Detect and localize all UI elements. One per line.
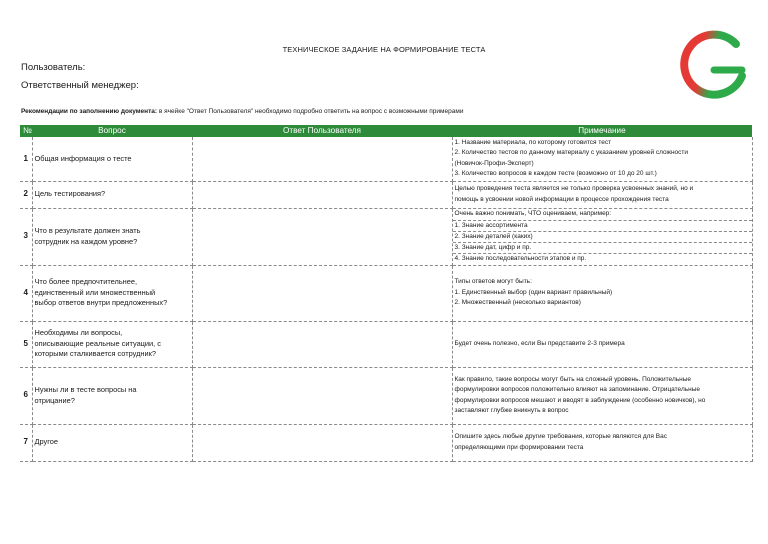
document-title: ТЕХНИЧЕСКОЕ ЗАДАНИЕ НА ФОРМИРОВАНИЕ ТЕСТА bbox=[282, 45, 486, 54]
note-line: заставляют глубже вникнуть в вопрос bbox=[454, 407, 569, 414]
answer-cell[interactable] bbox=[192, 208, 452, 265]
row-number: 4 bbox=[20, 265, 32, 321]
table-row bbox=[20, 321, 752, 367]
header-answer: Ответ Пользователя bbox=[192, 125, 452, 137]
note-cell bbox=[452, 265, 752, 321]
manager-label: Ответственный менеджер: bbox=[21, 80, 139, 91]
recommendations-text: в ячейке "Ответ Пользователя" необходимо подробно ответить на вопрос с возможными примерами bbox=[157, 108, 464, 115]
row-number: 2 bbox=[20, 181, 32, 208]
row-number: 5 bbox=[20, 321, 32, 367]
table-row bbox=[20, 424, 752, 461]
question-cell bbox=[32, 424, 192, 461]
question-line: отрицание? bbox=[34, 395, 75, 405]
note-line: 1. Название материала, по которому готовится тест bbox=[454, 138, 612, 146]
table-header-row bbox=[20, 125, 752, 137]
answer-cell[interactable] bbox=[192, 181, 452, 208]
note-line: формулировки вопросов положительно влияют на запоминание. Отрицательные bbox=[454, 386, 701, 393]
answer-cell[interactable] bbox=[192, 265, 452, 321]
company-logo bbox=[670, 30, 752, 106]
recommendations-heading: Рекомендации по заполнению документа: bbox=[21, 108, 158, 115]
row-number: 6 bbox=[20, 367, 32, 424]
note-line: формулировки вопросов мешают и вводят в заблуждение (особенно новичков), но bbox=[454, 396, 706, 404]
header-question: Вопрос bbox=[32, 125, 192, 137]
note-line: 2. Знание деталей (каких) bbox=[453, 232, 752, 243]
note-line: 2. Множественный (несколько вариантов) bbox=[454, 299, 581, 307]
requirements-table bbox=[20, 125, 753, 462]
note-cell bbox=[452, 208, 752, 265]
question-cell bbox=[32, 265, 192, 321]
question-line: Цель тестирования? bbox=[34, 189, 106, 199]
row-number: 1 bbox=[20, 137, 32, 181]
question-line: Необходимы ли вопросы, bbox=[34, 328, 123, 338]
question-cell bbox=[32, 321, 192, 367]
question-cell bbox=[32, 367, 192, 424]
question-line: Что в результате должен знать bbox=[34, 226, 141, 235]
table-row bbox=[20, 265, 752, 321]
row-number: 3 bbox=[20, 208, 32, 265]
table-row bbox=[20, 208, 752, 265]
note-line: 4. Знание последовательности этапов и пр. bbox=[454, 255, 587, 262]
note-cell bbox=[452, 321, 752, 367]
question-line: Другое bbox=[34, 437, 58, 447]
user-label: Пользователь: bbox=[21, 62, 86, 73]
question-cell bbox=[32, 208, 192, 265]
question-line: описывающие реальные ситуации, с bbox=[34, 338, 161, 348]
note-line: (Новичок-Профи-Эксперт) bbox=[454, 159, 534, 167]
note-line: 3. Знание дат, цифр и пр. bbox=[453, 243, 752, 254]
note-line: Целью проведения теста является не только проверка усвоенных знаний, но и bbox=[454, 185, 694, 192]
answer-cell[interactable] bbox=[192, 424, 452, 461]
question-line: выбор ответов внутри предложенных? bbox=[34, 298, 168, 308]
table-row bbox=[20, 367, 752, 424]
note-line: Типы ответов могут быть: bbox=[454, 278, 532, 286]
note-line: 2. Количество тестов по данному материалу с указанием уровней сложности bbox=[454, 149, 689, 157]
question-line: Общая информация о тесте bbox=[34, 153, 132, 163]
note-cell bbox=[452, 424, 752, 461]
note-line: определяющими при формировании теста bbox=[454, 443, 584, 451]
question-line: единственный или множественный bbox=[34, 287, 156, 297]
answer-cell[interactable] bbox=[192, 321, 452, 367]
note-line: Очень важно понимать, ЧТО оцениваем, например: bbox=[453, 209, 752, 221]
row-number: 7 bbox=[20, 424, 32, 461]
question-line: которыми сталкивается сотрудник? bbox=[34, 349, 156, 359]
note-line: 1. Единственный выбор (один вариант правильный) bbox=[454, 288, 613, 296]
note-line: помощь в усвоении новой информации в процессе прохождения теста bbox=[454, 195, 669, 203]
header-num: № bbox=[20, 125, 32, 137]
table-row bbox=[20, 137, 752, 181]
note-line: 3. Количество вопросов в каждом тесте (возможно от 10 до 20 шт.) bbox=[454, 170, 657, 178]
note-cell bbox=[452, 137, 752, 181]
answer-cell[interactable] bbox=[192, 367, 452, 424]
question-cell bbox=[32, 137, 192, 181]
note-cell bbox=[452, 367, 752, 424]
note-line: Опишите здесь любые другие требования, которые являются для Вас bbox=[454, 433, 667, 440]
question-cell bbox=[32, 181, 192, 208]
recommendations bbox=[21, 108, 463, 115]
note-line: Будет очень полезно, если Вы представите 2-3 примера bbox=[454, 339, 625, 347]
question-line: Что более предпочтительнее, bbox=[34, 277, 138, 287]
question-line: Нужны ли в тесте вопросы на bbox=[34, 385, 137, 394]
table-row bbox=[20, 181, 752, 208]
note-cell bbox=[452, 181, 752, 208]
question-line: сотрудник на каждом уровне? bbox=[34, 236, 138, 246]
note-line: Как правило, такие вопросы могут быть на сложный уровень. Положительные bbox=[454, 375, 692, 383]
header-note: Примечание bbox=[452, 125, 752, 137]
note-line: 1. Знание ассортимента bbox=[453, 221, 752, 232]
answer-cell[interactable] bbox=[192, 137, 452, 181]
